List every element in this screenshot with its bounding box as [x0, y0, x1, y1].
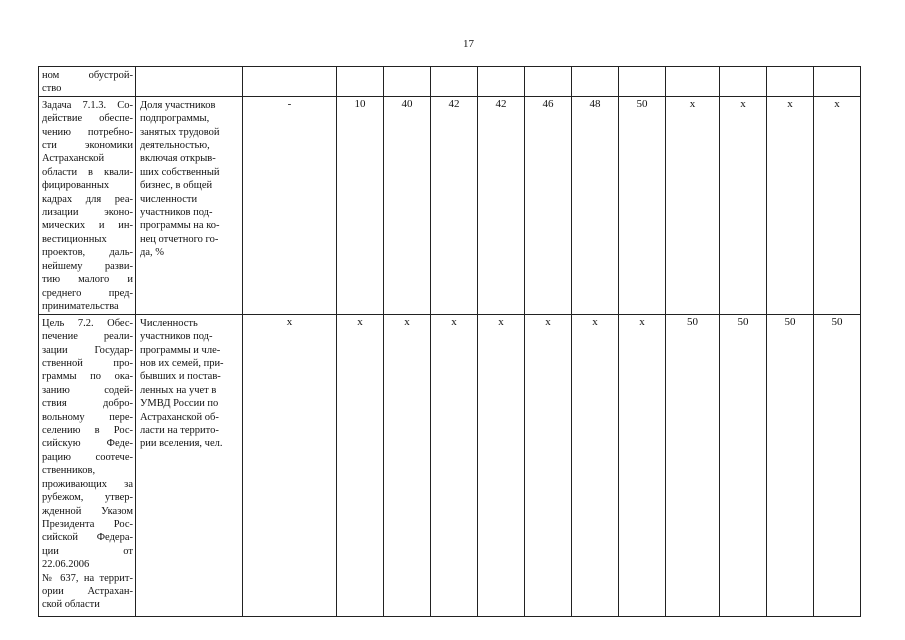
task-text-line: чению потребно- [42, 126, 133, 138]
table-row-goal-7-2 [39, 314, 861, 616]
value-text: 50 [636, 97, 648, 110]
task-text-line: среднего пред- [42, 287, 133, 299]
goal-text-line: ции от [42, 545, 133, 557]
value-text: x [498, 315, 504, 328]
task-cell [39, 67, 136, 97]
value-cell [478, 314, 525, 616]
task-text-line: действие обеспе- [42, 113, 133, 125]
task-cell [39, 96, 136, 314]
indicator-cell [136, 67, 243, 97]
indicator-text-line: ших собственный [140, 166, 220, 178]
indicator-text-line: бывших и постав- [140, 371, 221, 383]
value-cell [767, 96, 814, 314]
goal-text-line: зации Государ- [42, 344, 133, 356]
goal-text-line: № 637, на террит- [42, 572, 133, 584]
value-text: x [451, 315, 457, 328]
value-cell [572, 96, 619, 314]
value-cell [666, 96, 720, 314]
task-text-line: Астраханской [42, 153, 105, 165]
goal-text-line: печение реали- [42, 331, 133, 343]
value-cell [572, 67, 619, 97]
task-text-line: кадрах для реа- [42, 193, 133, 205]
value-cell [814, 67, 861, 97]
goal-text-line: сийскую Феде- [42, 438, 133, 450]
goal-text-line: Цель 7.2. Обес- [42, 317, 133, 329]
task-text-line: тию малого и [42, 274, 133, 286]
indicator-text-line: численности [140, 193, 198, 205]
task-text-line: лизации эконо- [42, 207, 133, 219]
value-cell [572, 314, 619, 616]
value-text: 50 [737, 315, 749, 328]
value-text: 42 [448, 97, 460, 110]
value-cell [525, 67, 572, 97]
value-cell [525, 314, 572, 616]
value-cell [478, 67, 525, 97]
value-cell [619, 67, 666, 97]
task-text-line: вестиционных [42, 233, 107, 245]
value-cell [525, 96, 572, 314]
table-row-header [39, 67, 861, 97]
value-text: 42 [495, 97, 507, 110]
indicator-text-line: бизнес, в общей [140, 180, 213, 192]
goal-text-line: ственной про- [42, 358, 133, 370]
value-text: x [404, 315, 410, 328]
value-text: x [740, 97, 746, 110]
task-cell [39, 314, 136, 616]
value-cell [384, 67, 431, 97]
task-text-line: фицированных [42, 180, 110, 192]
goal-text-line: Президента Рос- [42, 518, 133, 530]
value-text: x [286, 315, 293, 328]
value-cell [767, 314, 814, 616]
indicator-text-line: ленных на учет в [140, 384, 217, 396]
task-text-line: ном обустрой- [42, 70, 133, 81]
goal-text-line: сийской Федера- [42, 532, 133, 544]
value-text: x [592, 315, 598, 328]
value-cell [384, 96, 431, 314]
indicator-text-line: нец отчетного го- [140, 233, 219, 245]
indicator-text-line: нов их семей, при- [140, 358, 224, 370]
indicator-text-line: деятельностью, [140, 140, 210, 152]
indicator-text-line: УМВД России по [140, 398, 219, 410]
value-text: 10 [354, 97, 366, 110]
value-text: x [639, 315, 645, 328]
goal-text-line: занию содей- [42, 384, 133, 396]
task-text-line: области в квали- [42, 166, 133, 178]
task-text-line: проектов, даль- [42, 247, 133, 259]
goal-text-line: рацию соотече- [42, 451, 133, 463]
indicator-text-line: программы и чле- [140, 344, 221, 356]
value-cell [337, 314, 384, 616]
indicator-text-line: рии вселения, чел. [140, 438, 223, 450]
value-text: 48 [589, 97, 601, 110]
goal-text-line: ории Астрахан- [42, 585, 133, 597]
indicator-text-line: участников под- [140, 207, 213, 219]
value-text: 46 [542, 97, 554, 110]
value-cell [720, 67, 767, 97]
indicator-text-line: да, % [140, 247, 164, 259]
goal-text-line: 22.06.2006 [42, 559, 90, 571]
goal-text-line: ствия добро- [42, 398, 133, 410]
indicator-text-line: Астраханской об- [140, 411, 219, 423]
value-cell [767, 67, 814, 97]
task-text-line: нейшему разви- [42, 260, 133, 272]
goal-text-line: ской области [42, 599, 100, 611]
indicator-cell [136, 96, 243, 314]
value-text: 50 [687, 315, 698, 328]
indicator-text-line: программы на ко- [140, 220, 220, 232]
value-cell [431, 314, 478, 616]
indicator-text-line: Доля участников [140, 99, 216, 111]
indicator-text-line: Численность [140, 317, 198, 329]
value-cell [243, 96, 337, 314]
value-text: 40 [401, 97, 413, 110]
task-text-line: Задача 7.1.3. Со- [42, 99, 133, 111]
value-cell [720, 96, 767, 314]
value-text: x [787, 97, 793, 110]
goal-text-line: селению в Рос- [42, 425, 133, 437]
indicator-text-line: ласти на террито- [140, 425, 219, 437]
indicator-text-line: участников под- [140, 331, 213, 343]
value-text: x [834, 97, 840, 110]
value-text: x [545, 315, 551, 328]
value-text: 50 [784, 315, 796, 328]
task-text-line: ство [42, 83, 62, 95]
value-cell [243, 67, 337, 97]
task-text-line: принимательства [42, 300, 119, 312]
value-cell [337, 67, 384, 97]
goal-text-line: жденной Указом [42, 505, 133, 517]
indicator-text-line: подпрограммы, [140, 113, 210, 125]
value-cell [666, 314, 720, 616]
goal-text-line: вольному пере- [42, 411, 133, 423]
goal-text-line: граммы по ока- [42, 371, 133, 383]
value-cell [243, 314, 337, 616]
table-row-task-7-1-3 [39, 96, 861, 314]
goal-text-line: рубежом, утвер- [42, 492, 133, 504]
goal-text-line: ственников, [42, 465, 96, 477]
value-cell [666, 67, 720, 97]
value-text: x [357, 315, 363, 328]
value-text: - [287, 97, 292, 110]
value-text: x [689, 97, 696, 110]
indicator-cell [136, 314, 243, 616]
task-text-line: мических и ин- [42, 220, 133, 232]
goal-text-line: проживающих за [42, 478, 133, 490]
indicators-table [38, 66, 861, 617]
value-text: 50 [831, 315, 843, 328]
value-cell [384, 314, 431, 616]
indicator-text-line: включая открыв- [140, 153, 216, 165]
value-cell [478, 96, 525, 314]
indicator-text-line: занятых трудовой [140, 126, 220, 138]
value-cell [431, 67, 478, 97]
page-number: 17 [463, 38, 474, 50]
value-cell [619, 96, 666, 314]
value-cell [337, 96, 384, 314]
task-text-line: сти экономики [42, 140, 133, 152]
value-cell [619, 314, 666, 616]
value-cell [814, 96, 861, 314]
value-cell [431, 96, 478, 314]
value-cell [720, 314, 767, 616]
value-cell [814, 314, 861, 616]
